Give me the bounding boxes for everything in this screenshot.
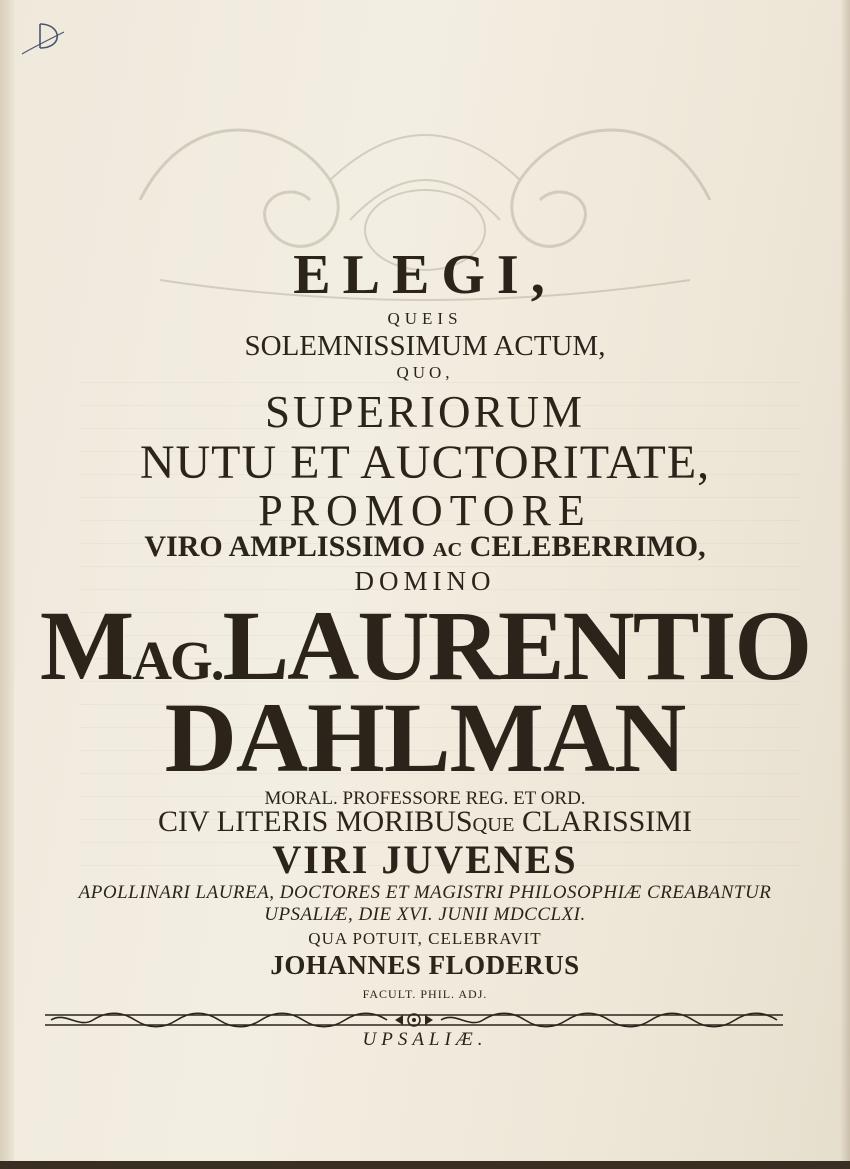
word-queis: QUEIS (387, 309, 463, 328)
line-nutu-auctoritate: NUTU ET AUCTORITATE, (139, 436, 711, 489)
mag-initial: M (39, 590, 133, 701)
line-domino: DOMINO (354, 566, 496, 596)
name-laurentio: LAURENTIO (222, 590, 811, 701)
viro-part-1: VIRO AMPLISSIMO (144, 530, 433, 563)
author-name: JOHANNES FLODERUS (270, 950, 580, 980)
viro-ac: AC (432, 539, 463, 561)
civ-que: QUE (472, 814, 515, 836)
line-viri-juvenes: VIRI JUVENES (272, 837, 578, 882)
line-superiorum: SUPERIORUM (264, 387, 586, 437)
line-apollinari: APOLLINARI LAUREA, DOCTORES ET MAGISTRI PHILOSOPHIÆ CREABANTUR (78, 882, 772, 903)
title-elegi: ELEGI, (293, 244, 557, 306)
line-solemnissimum: SOLEMNISSIMUM ACTUM, (244, 330, 606, 362)
imprint-upsaliae: UPSALIÆ. (362, 1029, 488, 1050)
page-bottom-shadow (0, 1161, 850, 1169)
line-qua-potuit: QUA POTUIT, CELEBRAVIT (308, 929, 542, 948)
line-promotore: PROMOTORE (258, 486, 592, 535)
civ-part-1: CIV LITERIS MORIBUS (158, 805, 473, 838)
line-civ-literis (0, 805, 850, 839)
decorative-rule-icon (45, 1011, 783, 1029)
mag-rest: AG. (132, 630, 223, 691)
word-quo: QUO, (396, 363, 454, 382)
line-upsaliae-date: UPSALIÆ, DIE XVI. JUNII MDCCLXI. (264, 904, 586, 925)
surname-dahlman: DAHLMAN (164, 682, 686, 793)
line-viro-amplissimo (0, 530, 850, 564)
line-moral-professore: MORAL. PROFESSORE REG. ET ORD. (264, 788, 586, 809)
handwritten-d-annotation (18, 18, 70, 58)
viro-part-2: CELEBERRIMO, (462, 530, 706, 563)
civ-part-2: CLARISSIMI (514, 805, 692, 838)
author-title: FACULT. PHIL. ADJ. (362, 987, 488, 1001)
